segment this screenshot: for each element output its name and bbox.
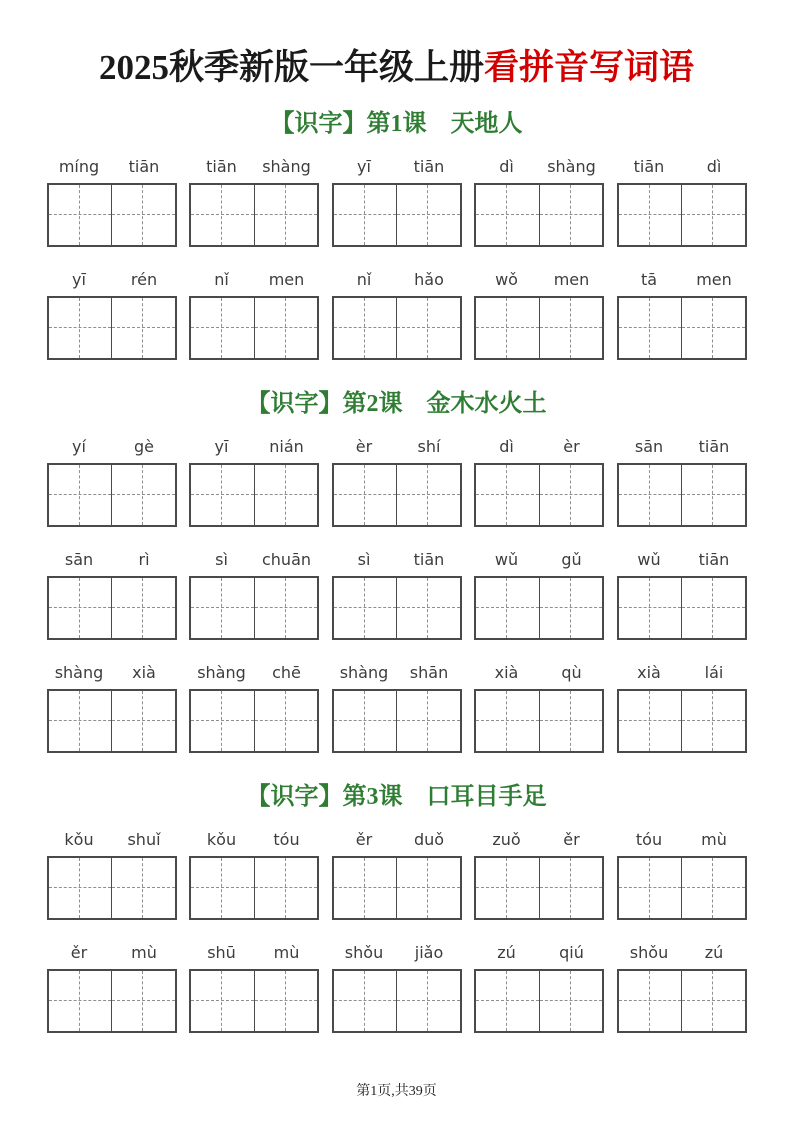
word-unit [332, 550, 462, 640]
word-unit [189, 437, 319, 527]
character-cell-1 [191, 971, 254, 1031]
writing-grid [332, 856, 462, 920]
word-unit [189, 830, 319, 920]
word-unit [47, 437, 177, 527]
pinyin-syllable-1: xià [494, 663, 519, 682]
pinyin-syllable-2: chuān [261, 550, 312, 569]
character-cell-1 [619, 858, 682, 918]
writing-grid [332, 296, 462, 360]
character-cell-1 [191, 298, 254, 358]
character-cell-2 [539, 578, 603, 638]
character-cell-1 [334, 691, 397, 751]
pinyin-syllable-1: zú [497, 943, 516, 962]
character-cell-2 [254, 578, 318, 638]
pinyin-row [47, 830, 177, 850]
character-cell-1 [619, 691, 682, 751]
pinyin-syllable-2: hǎo [414, 270, 444, 289]
practice-row [47, 663, 747, 753]
word-unit [47, 270, 177, 360]
word-unit [474, 157, 604, 247]
writing-grid [617, 463, 747, 527]
pinyin-syllable-1: sān [64, 550, 94, 569]
character-cell-1 [49, 971, 112, 1031]
writing-grid [474, 689, 604, 753]
pinyin-row [474, 270, 604, 290]
character-cell-2 [111, 858, 175, 918]
pinyin-syllable-1: wǔ [494, 550, 519, 569]
pinyin-syllable-1: nǐ [356, 270, 372, 289]
character-cell-1 [191, 858, 254, 918]
pinyin-row [474, 157, 604, 177]
writing-grid [189, 296, 319, 360]
character-cell-2 [681, 465, 745, 525]
pinyin-row [189, 437, 319, 457]
page-number-footer: 第1页,共39页 [356, 1084, 437, 1099]
pinyin-syllable-1: wǒ [495, 270, 518, 289]
writing-grid [332, 463, 462, 527]
writing-grid [47, 183, 177, 247]
pinyin-row [47, 663, 177, 683]
character-cell-1 [334, 298, 397, 358]
writing-grid [332, 183, 462, 247]
pinyin-syllable-1: sì [215, 550, 228, 569]
pinyin-syllable-1: tóu [635, 830, 663, 849]
character-cell-2 [396, 691, 460, 751]
character-cell-1 [476, 858, 539, 918]
character-cell-2 [111, 465, 175, 525]
page-title [47, 40, 747, 90]
pinyin-syllable-1: kǒu [206, 830, 237, 849]
pinyin-row [47, 437, 177, 457]
worksheet-content [47, 0, 747, 1033]
character-cell-2 [396, 858, 460, 918]
word-unit [189, 270, 319, 360]
pinyin-row [47, 943, 177, 963]
pinyin-syllable-1: ěr [70, 943, 88, 962]
word-unit [474, 663, 604, 753]
title-highlight: 看拼音写词语 [484, 48, 695, 87]
pinyin-syllable-1: shàng [197, 663, 246, 682]
pinyin-row [617, 437, 747, 457]
lesson-section [47, 776, 747, 1033]
character-cell-1 [334, 971, 397, 1031]
pinyin-syllable-2: chē [272, 663, 301, 682]
pinyin-row [474, 663, 604, 683]
section-rows [47, 830, 747, 1033]
writing-grid [189, 463, 319, 527]
section-rows [47, 157, 747, 360]
pinyin-syllable-2: ěr [563, 830, 580, 849]
pinyin-row [47, 550, 177, 570]
pinyin-syllable-1: yí [72, 437, 86, 456]
word-unit [617, 550, 747, 640]
word-unit [617, 157, 747, 247]
pinyin-syllable-1: ěr [355, 830, 373, 849]
writing-grid [47, 969, 177, 1033]
word-unit [47, 830, 177, 920]
character-cell-1 [619, 971, 682, 1031]
pinyin-syllable-2: tiān [698, 550, 730, 569]
word-unit [474, 550, 604, 640]
pinyin-row [332, 550, 462, 570]
sections-container [47, 103, 747, 1033]
character-cell-1 [49, 298, 112, 358]
word-unit [474, 270, 604, 360]
pinyin-row [474, 437, 604, 457]
character-cell-1 [191, 465, 254, 525]
writing-grid [189, 689, 319, 753]
writing-grid [474, 183, 604, 247]
writing-grid [474, 463, 604, 527]
pinyin-syllable-2: lái [704, 663, 724, 682]
pinyin-row [332, 437, 462, 457]
character-cell-2 [111, 971, 175, 1031]
character-cell-2 [396, 298, 460, 358]
pinyin-syllable-1: yī [72, 270, 86, 289]
character-cell-1 [476, 465, 539, 525]
character-cell-2 [539, 185, 603, 245]
word-unit [332, 663, 462, 753]
word-unit [617, 830, 747, 920]
writing-grid [47, 856, 177, 920]
pinyin-row [189, 157, 319, 177]
practice-row [47, 437, 747, 527]
word-unit [189, 550, 319, 640]
pinyin-syllable-2: shí [417, 437, 441, 456]
pinyin-syllable-1: wǔ [637, 550, 661, 569]
word-unit [474, 437, 604, 527]
pinyin-syllable-2: rén [130, 270, 158, 289]
pinyin-row [474, 550, 604, 570]
character-cell-2 [681, 298, 745, 358]
pinyin-row [189, 550, 319, 570]
pinyin-row [332, 663, 462, 683]
character-cell-1 [476, 578, 539, 638]
pinyin-syllable-1: sān [634, 437, 664, 456]
pinyin-syllable-2: tiān [128, 157, 160, 176]
writing-grid [617, 296, 747, 360]
pinyin-syllable-2: tiān [698, 437, 730, 456]
pinyin-row [332, 830, 462, 850]
pinyin-row [332, 157, 462, 177]
writing-grid [474, 296, 604, 360]
character-cell-2 [539, 465, 603, 525]
pinyin-row [47, 270, 177, 290]
character-cell-2 [539, 858, 603, 918]
title-main: 2025秋季新版一年级上册 [98, 48, 484, 87]
writing-grid [332, 969, 462, 1033]
practice-row [47, 943, 747, 1033]
word-unit [332, 437, 462, 527]
pinyin-row [332, 943, 462, 963]
character-cell-2 [396, 465, 460, 525]
character-cell-1 [49, 858, 112, 918]
character-cell-1 [476, 971, 539, 1031]
pinyin-syllable-1: tiān [206, 157, 237, 176]
character-cell-2 [111, 578, 175, 638]
pinyin-row [617, 943, 747, 963]
character-cell-1 [49, 578, 112, 638]
character-cell-2 [111, 185, 175, 245]
pinyin-syllable-2: qù [561, 663, 582, 682]
section-rows [47, 437, 747, 753]
character-cell-2 [254, 298, 318, 358]
pinyin-syllable-2: tiān [413, 157, 445, 176]
pinyin-row [474, 943, 604, 963]
pinyin-row [617, 550, 747, 570]
pinyin-row [189, 663, 319, 683]
word-unit [617, 943, 747, 1033]
pinyin-syllable-1: shàng [54, 663, 104, 682]
pinyin-row [189, 943, 319, 963]
pinyin-syllable-2: zú [704, 943, 724, 962]
writing-grid [47, 689, 177, 753]
word-unit [47, 157, 177, 247]
pinyin-syllable-1: xià [637, 663, 661, 682]
pinyin-row [332, 270, 462, 290]
word-unit [474, 830, 604, 920]
pinyin-syllable-1: shū [207, 943, 236, 962]
pinyin-syllable-1: yī [357, 157, 371, 176]
writing-grid [47, 576, 177, 640]
writing-grid [189, 576, 319, 640]
word-unit [47, 663, 177, 753]
pinyin-syllable-1: shǒu [629, 943, 669, 962]
pinyin-row [617, 157, 747, 177]
pinyin-syllable-1: nǐ [214, 270, 229, 289]
writing-grid [617, 183, 747, 247]
pinyin-syllable-2: mù [273, 943, 300, 962]
character-cell-2 [539, 298, 603, 358]
pinyin-syllable-2: shàng [547, 157, 596, 176]
word-unit [332, 943, 462, 1033]
character-cell-2 [539, 691, 603, 751]
writing-grid [474, 576, 604, 640]
character-cell-2 [681, 858, 745, 918]
pinyin-row [474, 830, 604, 850]
character-cell-2 [254, 858, 318, 918]
pinyin-syllable-1: shǒu [344, 943, 384, 962]
character-cell-1 [619, 185, 682, 245]
practice-row [47, 157, 747, 247]
pinyin-syllable-2: rì [138, 550, 150, 569]
pinyin-syllable-2: qiú [559, 943, 584, 962]
pinyin-syllable-2: tóu [273, 830, 300, 849]
writing-grid [617, 689, 747, 753]
pinyin-syllable-2: shān [409, 663, 449, 682]
pinyin-syllable-1: èr [355, 437, 373, 456]
writing-grid [47, 463, 177, 527]
pinyin-row [617, 663, 747, 683]
character-cell-1 [191, 691, 254, 751]
writing-grid [474, 969, 604, 1033]
practice-row [47, 550, 747, 640]
character-cell-1 [476, 298, 539, 358]
pinyin-row [189, 830, 319, 850]
character-cell-1 [619, 578, 682, 638]
writing-grid [189, 969, 319, 1033]
lesson-section [47, 103, 747, 360]
character-cell-1 [334, 185, 397, 245]
pinyin-row [47, 157, 177, 177]
character-cell-2 [254, 465, 318, 525]
character-cell-2 [254, 971, 318, 1031]
pinyin-syllable-2: gǔ [561, 550, 582, 569]
word-unit [617, 663, 747, 753]
character-cell-2 [396, 185, 460, 245]
writing-grid [474, 856, 604, 920]
character-cell-1 [49, 465, 112, 525]
character-cell-1 [334, 465, 397, 525]
word-unit [189, 663, 319, 753]
character-cell-1 [334, 578, 397, 638]
character-cell-1 [476, 691, 539, 751]
character-cell-2 [681, 691, 745, 751]
section-heading: 【识字】第2课 金木水火土 [246, 391, 547, 417]
character-cell-2 [111, 691, 175, 751]
character-cell-2 [396, 971, 460, 1031]
character-cell-1 [191, 185, 254, 245]
character-cell-2 [396, 578, 460, 638]
character-cell-2 [681, 971, 745, 1031]
writing-grid [47, 296, 177, 360]
character-cell-2 [111, 298, 175, 358]
pinyin-syllable-2: nián [269, 437, 304, 456]
word-unit [474, 943, 604, 1033]
pinyin-syllable-2: mù [701, 830, 727, 849]
word-unit [617, 437, 747, 527]
character-cell-2 [681, 185, 745, 245]
character-cell-2 [681, 578, 745, 638]
writing-grid [332, 576, 462, 640]
pinyin-syllable-2: dì [706, 157, 722, 176]
character-cell-1 [49, 691, 112, 751]
pinyin-syllable-2: èr [563, 437, 580, 456]
character-cell-2 [539, 971, 603, 1031]
pinyin-syllable-1: zuǒ [492, 830, 521, 849]
pinyin-syllable-1: dì [499, 157, 514, 176]
word-unit [617, 270, 747, 360]
writing-grid [617, 856, 747, 920]
pinyin-syllable-2: men [696, 270, 732, 289]
pinyin-syllable-1: míng [58, 157, 100, 176]
practice-row [47, 270, 747, 360]
pinyin-syllable-2: men [553, 270, 590, 289]
character-cell-1 [49, 185, 112, 245]
pinyin-row [617, 270, 747, 290]
writing-grid [332, 689, 462, 753]
pinyin-row [617, 830, 747, 850]
pinyin-row [189, 270, 319, 290]
pinyin-syllable-2: shuǐ [127, 830, 161, 849]
lesson-section [47, 383, 747, 753]
pinyin-syllable-1: kǒu [64, 830, 94, 849]
pinyin-syllable-2: mù [131, 943, 157, 962]
character-cell-1 [619, 465, 682, 525]
word-unit [332, 830, 462, 920]
pinyin-syllable-1: shàng [339, 663, 389, 682]
pinyin-syllable-1: tiān [633, 157, 665, 176]
section-heading: 【识字】第1课 天地人 [270, 111, 523, 137]
pinyin-syllable-1: yī [214, 437, 229, 456]
pinyin-syllable-2: xià [132, 663, 156, 682]
writing-grid [189, 183, 319, 247]
writing-grid [617, 969, 747, 1033]
word-unit [332, 157, 462, 247]
pinyin-syllable-2: men [268, 270, 305, 289]
word-unit [189, 157, 319, 247]
pinyin-syllable-1: sì [357, 550, 371, 569]
pinyin-syllable-1: dì [499, 437, 514, 456]
word-unit [332, 270, 462, 360]
character-cell-1 [476, 185, 539, 245]
character-cell-1 [619, 298, 682, 358]
pinyin-syllable-2: gè [134, 437, 154, 456]
pinyin-syllable-2: shàng [262, 157, 311, 176]
pinyin-syllable-2: jiǎo [414, 943, 444, 962]
character-cell-1 [334, 858, 397, 918]
section-heading: 【识字】第3课 口耳目手足 [246, 784, 547, 810]
writing-grid [189, 856, 319, 920]
character-cell-2 [254, 185, 318, 245]
pinyin-syllable-2: tiān [413, 550, 445, 569]
practice-row [47, 830, 747, 920]
pinyin-syllable-1: tā [640, 270, 658, 289]
word-unit [47, 943, 177, 1033]
character-cell-1 [191, 578, 254, 638]
pinyin-syllable-2: duǒ [413, 830, 445, 849]
writing-grid [617, 576, 747, 640]
character-cell-2 [254, 691, 318, 751]
word-unit [189, 943, 319, 1033]
word-unit [47, 550, 177, 640]
